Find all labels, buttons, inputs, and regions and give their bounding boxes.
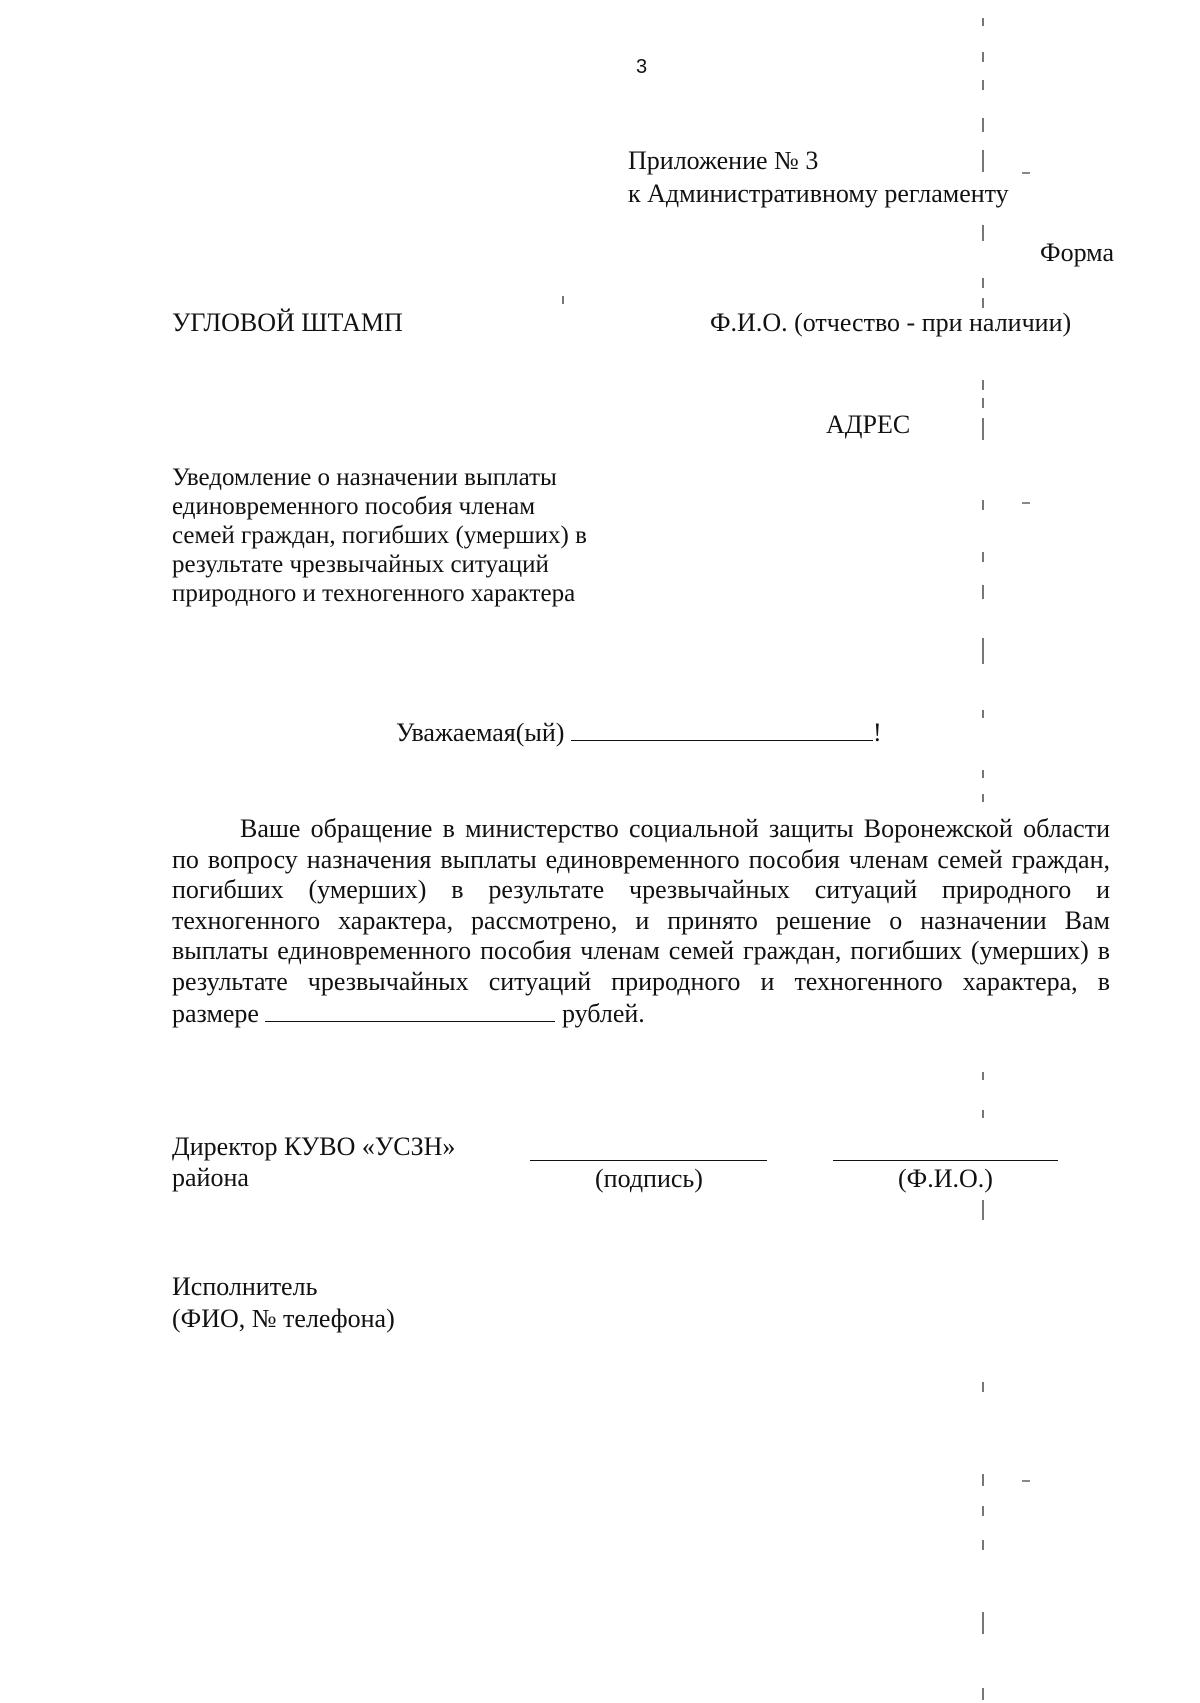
scan-artifact: [982, 1072, 984, 1080]
scan-artifact: [982, 1540, 984, 1550]
scan-artifact: [982, 552, 984, 562]
scan-artifact: [982, 418, 984, 440]
scan-artifact: [1022, 172, 1030, 174]
body-line: по вопросу назначения выплаты единовременного пособия членам семей граждан,: [172, 844, 1110, 874]
form-label: Форма: [1040, 238, 1114, 267]
appendix-title: Приложение № 3: [628, 146, 819, 175]
director-title: Директор КУВО «УСЗН»: [172, 1132, 456, 1161]
scan-artifact: [982, 585, 984, 599]
recipient-name-blank: [571, 716, 873, 741]
amount-suffix: рублей.: [561, 999, 645, 1028]
scan-artifact: [982, 770, 984, 778]
notice-body: [172, 814, 1110, 1030]
name-blank: [833, 1134, 1058, 1161]
body-line: техногенного характера, рассмотрено, и принято решение о назначении Вам: [172, 905, 1110, 935]
scan-artifact: [982, 298, 984, 308]
scan-artifact: [982, 380, 984, 390]
scan-artifact: [982, 1382, 984, 1392]
executor-block: [172, 1272, 395, 1336]
scan-artifact: [982, 150, 984, 172]
body-line: Ваше обращение в министерство социальной защиты Воронежской области: [240, 814, 1110, 843]
executor-label: Исполнитель: [172, 1272, 318, 1301]
corner-stamp-label: УГЛОВОЙ ШТАМП: [172, 308, 403, 337]
scan-artifact: [982, 1506, 984, 1516]
amount-line: [172, 997, 1110, 1030]
scan-artifact: [982, 80, 984, 90]
subject-line: семей граждан, погибших (умерших) в: [172, 522, 587, 549]
subject-line: результате чрезвычайных ситуаций: [172, 551, 549, 578]
scan-artifact: [982, 118, 984, 132]
scan-artifact: [982, 398, 984, 408]
address-placeholder: АДРЕС: [826, 410, 911, 439]
amount-prefix: размере: [172, 999, 259, 1028]
scan-artifact: [982, 1688, 984, 1700]
subject-line: природного и техногенного характера: [172, 580, 576, 607]
appendix-reference: к Административному регламенту: [628, 179, 1009, 208]
scan-artifact: [982, 638, 984, 664]
scan-artifact: [982, 1200, 984, 1220]
subject-line: Уведомление о назначении выплаты: [172, 464, 557, 491]
salutation-prefix: Уважаемая(ый): [396, 718, 565, 747]
scan-artifact: [982, 1110, 984, 1118]
amount-blank: [265, 997, 555, 1022]
scan-artifact: [1022, 1480, 1030, 1482]
scan-artifact: [1022, 502, 1030, 504]
signature-caption: (подпись): [595, 1164, 703, 1193]
director-position: [172, 1132, 455, 1194]
scan-artifact: [982, 52, 984, 62]
salutation-suffix: !: [872, 718, 882, 747]
scan-artifact: [982, 278, 984, 288]
scan-artifact: [562, 296, 564, 304]
scan-artifact: [982, 1474, 984, 1486]
body-line: результате чрезвычайных ситуаций природного и техногенного характера, в: [172, 966, 1110, 996]
recipient-name-placeholder: Ф.И.О. (отчество - при наличии): [710, 308, 1072, 337]
director-district: района: [172, 1163, 249, 1192]
appendix-header: [628, 146, 1009, 212]
scan-artifact: [982, 794, 984, 802]
signature-blank: [530, 1134, 767, 1161]
subject-line: единовременного пособия членам: [172, 493, 536, 520]
notice-subject: [172, 463, 587, 608]
salutation: [396, 716, 882, 748]
scan-artifact: [982, 710, 984, 718]
name-caption: (Ф.И.О.): [898, 1164, 993, 1193]
scan-artifact: [982, 500, 984, 510]
body-line: погибших (умерших) в результате чрезвычайных ситуаций природного и: [172, 875, 1110, 904]
page-number: 3: [636, 56, 648, 78]
scan-artifact: [982, 18, 984, 26]
scan-artifact: [982, 1612, 984, 1634]
executor-contact: (ФИО, № телефона): [172, 1304, 395, 1333]
body-line: выплаты единовременного пособия членам семей граждан, погибших (умерших) в: [172, 936, 1110, 965]
scan-artifact: [982, 225, 984, 241]
